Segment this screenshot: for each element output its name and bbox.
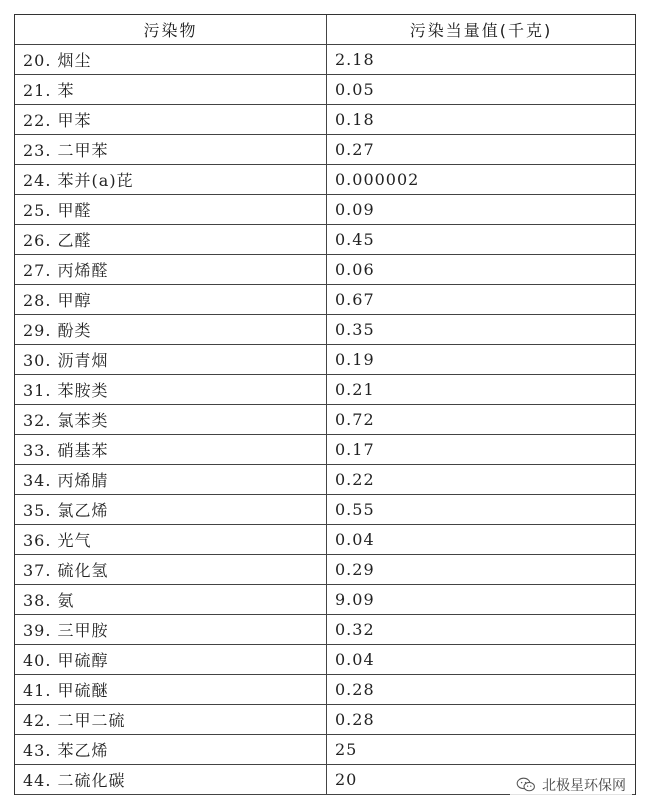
- table-header-row: [15, 15, 635, 45]
- table-row: [15, 195, 635, 225]
- equivalent-value-cell: 2.18: [335, 50, 375, 69]
- equivalent-value-cell: 0.18: [335, 110, 375, 129]
- pollutant-name-cell: 32. 氯苯类: [15, 405, 327, 434]
- equivalent-value-cell: 0.19: [335, 350, 375, 369]
- table-row: [15, 555, 635, 585]
- equivalent-value-cell: 20: [335, 770, 358, 789]
- watermark-text: 北极星环保网: [542, 778, 626, 794]
- header-equivalent-value: 污染当量值(千克): [409, 21, 553, 40]
- table-row: [15, 255, 635, 285]
- pollutant-name-cell: 36. 光气: [15, 525, 327, 554]
- pollutant-name-cell: 40. 甲硫醇: [15, 645, 327, 674]
- pollutant-name-cell: 23. 二甲苯: [15, 135, 327, 164]
- pollutant-name-cell: 38. 氨: [15, 585, 327, 614]
- equivalent-value-cell: 0.35: [335, 320, 375, 339]
- equivalent-value-cell: 0.32: [335, 620, 375, 639]
- pollutant-name-cell: 28. 甲醇: [15, 285, 327, 314]
- watermark: [510, 773, 632, 797]
- table-row: [15, 585, 635, 615]
- table-row: [15, 285, 635, 315]
- pollutant-name-cell: 22. 甲苯: [15, 105, 327, 134]
- pollutant-name-cell: 43. 苯乙烯: [15, 735, 327, 764]
- table-row: [15, 465, 635, 495]
- equivalent-value-cell: 0.05: [335, 80, 375, 99]
- equivalent-value-cell: 0.27: [335, 140, 375, 159]
- table-row: [15, 105, 635, 135]
- equivalent-value-cell: 0.21: [335, 380, 375, 399]
- table-row: [15, 75, 635, 105]
- equivalent-value-cell: 0.09: [335, 200, 375, 219]
- pollutant-name-cell: 37. 硫化氢: [15, 555, 327, 584]
- pollutant-name-cell: 35. 氯乙烯: [15, 495, 327, 524]
- equivalent-value-cell: 0.04: [335, 530, 375, 549]
- wechat-icon: [516, 777, 536, 793]
- pollutant-name-cell: 33. 硝基苯: [15, 435, 327, 464]
- pollutant-name-cell: 29. 酚类: [15, 315, 327, 344]
- table-row: [15, 315, 635, 345]
- table-row: [15, 615, 635, 645]
- table-body: [15, 45, 635, 795]
- equivalent-value-cell: 0.72: [335, 410, 375, 429]
- equivalent-value-cell: 0.22: [335, 470, 375, 489]
- pollutant-name-cell: 31. 苯胺类: [15, 375, 327, 404]
- pollutant-name-cell: 25. 甲醛: [15, 195, 327, 224]
- table-row: [15, 675, 635, 705]
- pollutant-name-cell: 39. 三甲胺: [15, 615, 327, 644]
- table-row: [15, 735, 635, 765]
- table-row: [15, 345, 635, 375]
- table-row: [15, 135, 635, 165]
- table-row: [15, 705, 635, 735]
- equivalent-value-cell: 0.29: [335, 560, 375, 579]
- equivalent-value-cell: 0.67: [335, 290, 375, 309]
- pollutant-name-cell: 20. 烟尘: [15, 45, 327, 74]
- table-row: [15, 525, 635, 555]
- equivalent-value-cell: 0.17: [335, 440, 375, 459]
- pollutant-name-cell: 34. 丙烯腈: [15, 465, 327, 494]
- pollutant-name-cell: 24. 苯并(a)芘: [15, 165, 327, 194]
- pollutant-name-cell: 27. 丙烯醛: [15, 255, 327, 284]
- pollutant-name-cell: 26. 乙醛: [15, 225, 327, 254]
- pollutant-name-cell: 21. 苯: [15, 75, 327, 104]
- pollutant-name-cell: 44. 二硫化碳: [15, 765, 327, 794]
- equivalent-value-cell: 0.04: [335, 650, 375, 669]
- equivalent-value-cell: 0.000002: [335, 170, 420, 189]
- table-row: [15, 495, 635, 525]
- pollutant-name-cell: 42. 二甲二硫: [15, 705, 327, 734]
- equivalent-value-cell: 9.09: [335, 590, 375, 609]
- pollutant-table: [14, 14, 636, 795]
- pollutant-name-cell: 30. 沥青烟: [15, 345, 327, 374]
- equivalent-value-cell: 0.28: [335, 710, 375, 729]
- equivalent-value-cell: 0.45: [335, 230, 375, 249]
- equivalent-value-cell: 25: [335, 740, 358, 759]
- table-row: [15, 165, 635, 195]
- table-row: [15, 45, 635, 75]
- equivalent-value-cell: 0.06: [335, 260, 375, 279]
- table-row: [15, 435, 635, 465]
- table-row: [15, 645, 635, 675]
- table-row: [15, 375, 635, 405]
- equivalent-value-cell: 0.28: [335, 680, 375, 699]
- equivalent-value-cell: 0.55: [335, 500, 375, 519]
- table-row: [15, 405, 635, 435]
- table-row: [15, 225, 635, 255]
- header-pollutant: 污染物: [15, 15, 327, 44]
- pollutant-name-cell: 41. 甲硫醚: [15, 675, 327, 704]
